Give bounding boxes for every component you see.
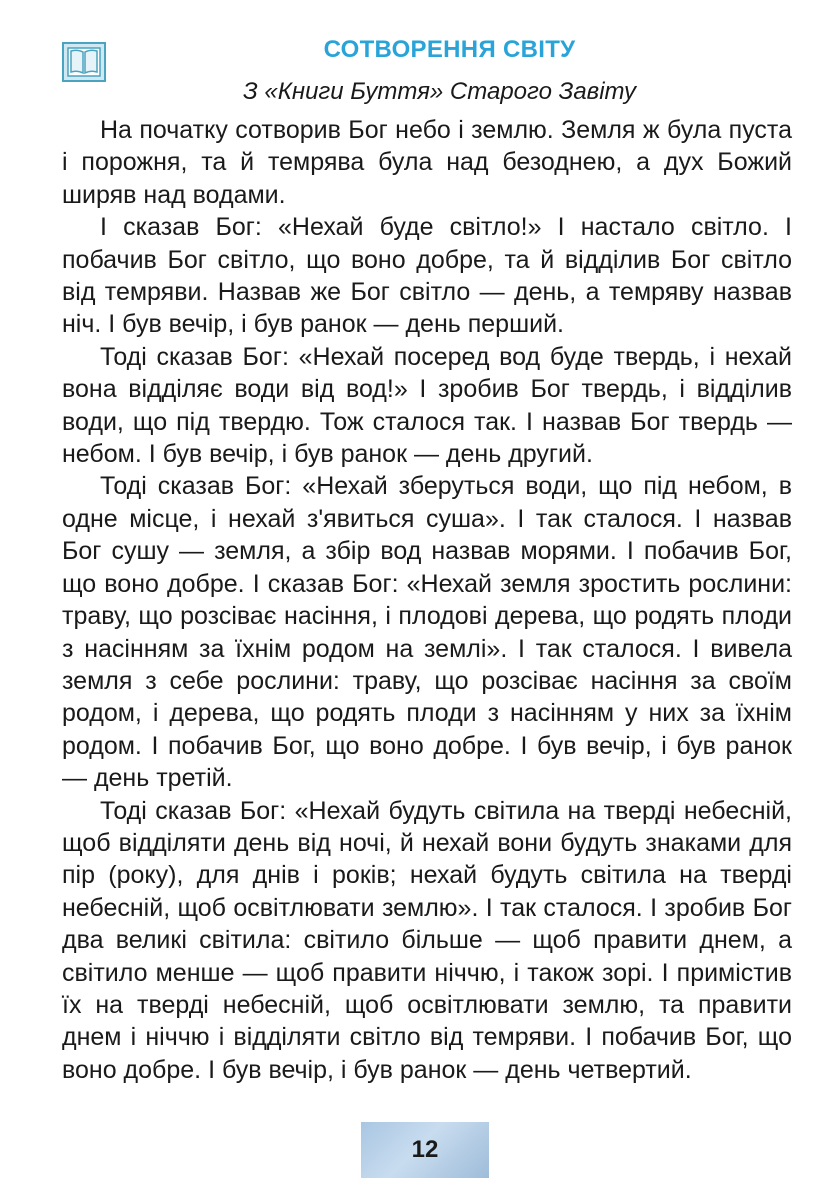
paragraph: Тоді сказав Бог: «Нехай посеред вод буде твердь, і нехай вона відділяє води від вод!» І зробив Бог твердь, і відділив води, що під твердю. Тож сталося так. І назвав Бог твердь — небом. І був вечір, і був ранок — день другий. [62, 342, 792, 469]
page-title: СОТВОРЕННЯ СВІТУ [323, 36, 576, 63]
body-text [62, 114, 792, 1086]
page-number: 12 [411, 1136, 439, 1163]
page-subtitle: З «Книги Буття» Старого Завіту [242, 78, 637, 105]
paragraph: Тоді сказав Бог: «Нехай зберуться води, що під небом, в одне місце, і нехай з'явиться суша». І так сталося. І назвав Бог сушу — земля, а збір вод назвав морями. І побачив Бог, що воно добре. І сказав Бог: «Нехай земля зростить рослини: траву, що розсіває насіння, і плодові дерева, що родять плоди з насінням за їхнім родом на землі». І так сталося. І вивела земля з себе рослини: траву, що розсіває насіння за своїм родом, і дерева, що родять плоди з насінням у них за їхнім родом. І побачив Бог, що воно добре. І був вечір, і був ранок — день третій. [62, 472, 792, 793]
paragraph: І сказав Бог: «Нехай буде світло!» І настало світло. І побачив Бог світло, що воно добре, та й відділив Бог світло від темряви. Назвав же Бог світло — день, а темряву назвав ніч. І був вечір, і був ранок — день перший. [62, 213, 792, 339]
paragraph: Тоді сказав Бог: «Нехай будуть світила на тверді небесній, щоб відділяти день від ночі, й нехай вони будуть знаками для пір (року), для днів і років; нехай будуть світила на тверді небесній, щоб освітлювати землю». І так сталося. І зробив Бог два великі світила: світило більше — щоб правити днем, а світило менше — щоб правити ніччю, і також зорі. І примістив їх на тверді небесній, щоб освітлювати землю, та правити днем і ніччю і відділяти світло від темряви. І побачив Бог, що воно добре. І був вечір, і був ранок — день четвертий. [62, 796, 792, 1084]
page-number-box [361, 1122, 489, 1178]
paragraph: На початку сотворив Бог небо і землю. Земля ж була пуста і порожня, та й темрява була над безоднею, а дух Божий ширяв над водами. [62, 116, 792, 209]
